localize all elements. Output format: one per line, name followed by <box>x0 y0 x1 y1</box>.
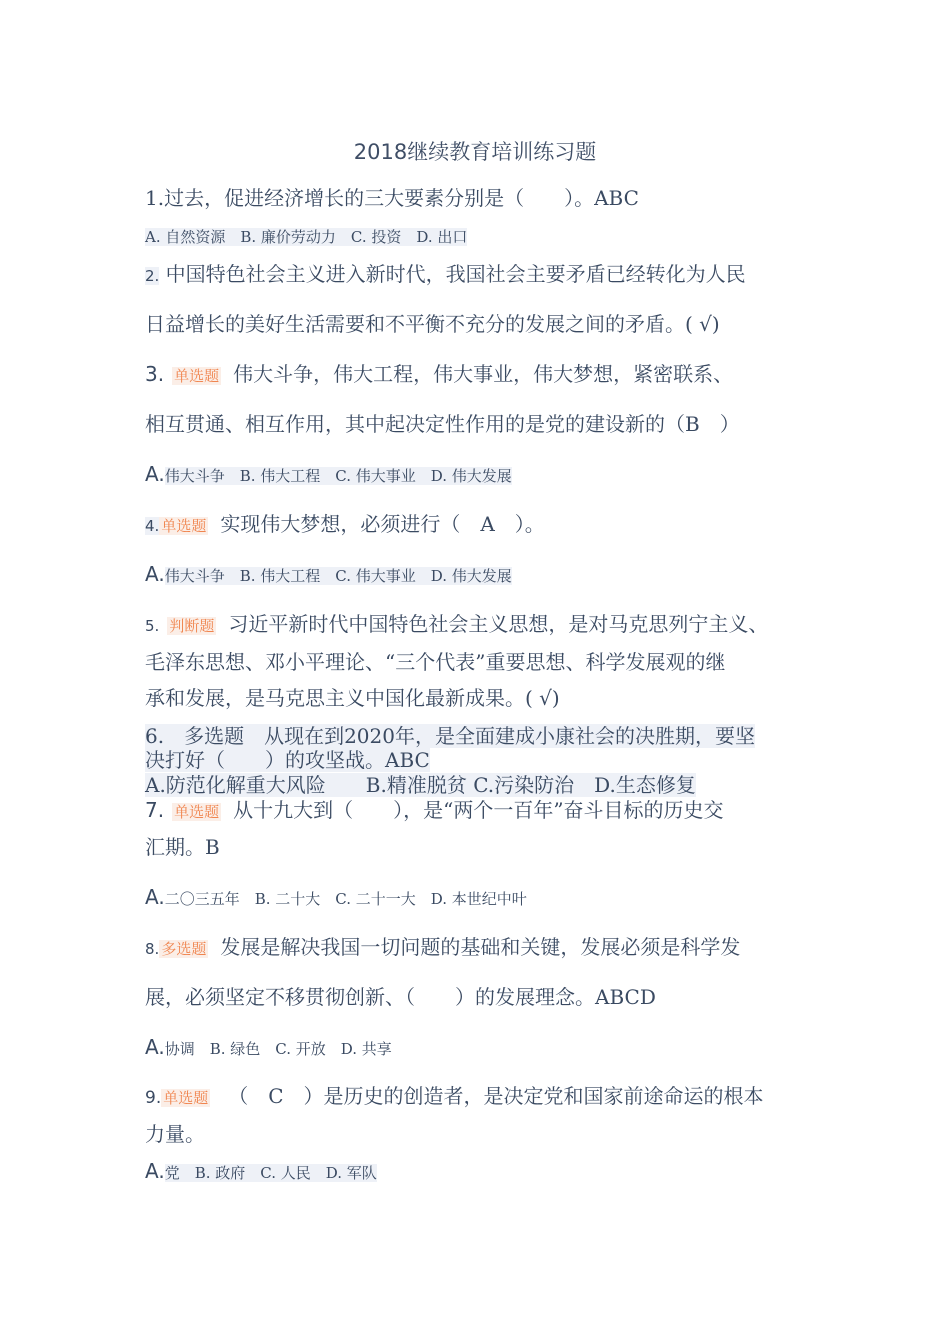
question-2-cont <box>145 312 825 336</box>
question-8-line-1: 发展是解决我国一切问题的基础和关键，发展必须是科学发 <box>220 935 741 959</box>
question-6-line-2: 决打好（ ）的攻坚战。ABC <box>145 748 430 772</box>
question-type-badge: 判断题 <box>169 617 215 635</box>
question-3-cont <box>145 412 825 436</box>
question-1-options-text: A. 自然资源 B. 廉价劳动力 C. 投资 D. 出口 <box>145 228 468 246</box>
question-1 <box>145 186 825 210</box>
question-8-options <box>145 1035 825 1059</box>
question-5-number: 5. <box>145 617 160 635</box>
question-2-line-1: 中国特色社会主义进入新时代，我国社会主要矛盾已经转化为人民 <box>159 262 746 286</box>
question-3 <box>145 362 825 388</box>
question-4-text: 实现伟大梦想，必须进行（ A ）。 <box>220 512 545 536</box>
question-type-badge: 单选题 <box>163 1089 209 1107</box>
question-4-options-text: 伟大斗争 B. 伟大工程 C. 伟大事业 D. 伟大发展 <box>164 567 512 585</box>
question-3-line-2: 相互贯通、相互作用，其中起决定性作用的是党的建设新的（B ） <box>145 412 740 436</box>
question-7-number: 7. <box>145 798 165 822</box>
question-6-options-text: A.防范化解重大风险 B.精准脱贫 C.污染防治 D.生态修复 <box>145 773 696 797</box>
question-7-line-2: 汇期。B <box>145 835 220 859</box>
question-8-options-text: 协调 B. 绿色 C. 开放 D. 共享 <box>164 1040 392 1058</box>
question-8-line-2: 展，必须坚定不移贯彻创新、（ ）的发展理念。ABCD <box>145 985 656 1009</box>
option-a-marker: A. <box>145 1159 165 1183</box>
question-9 <box>145 1084 825 1110</box>
question-9-options-text: 党 B. 政府 C. 人民 D. 军队 <box>164 1164 377 1182</box>
question-1-text: 1.过去，促进经济增长的三大要素分别是（ ）。ABC <box>145 186 639 210</box>
question-9-line-1: （ C ）是历史的创造者，是决定党和国家前途命运的根本 <box>228 1084 764 1108</box>
document-title: 2018继续教育培训练习题 <box>353 140 597 164</box>
question-type-badge: 单选题 <box>161 517 207 535</box>
question-5-cont-2 <box>145 686 825 710</box>
question-5-line-3: 承和发展，是马克思主义中国化最新成果。( √) <box>145 686 560 710</box>
option-a-marker: A. <box>145 462 165 486</box>
question-5-line-1: 习近平新时代中国特色社会主义思想，是对马克思列宁主义、 <box>228 612 769 636</box>
question-5-line-2: 毛泽东思想、邓小平理论、“三个代表”重要思想、科学发展观的继 <box>145 650 726 674</box>
question-4-options <box>145 562 825 586</box>
question-7-cont <box>145 835 825 859</box>
question-3-line-1: 伟大斗争，伟大工程，伟大事业，伟大梦想，紧密联系、 <box>233 362 734 386</box>
option-a-marker: A. <box>145 885 165 909</box>
question-8-number: 8. <box>145 940 160 958</box>
question-7-options-text: 二〇三五年 B. 二十大 C. 二十一大 D. 本世纪中叶 <box>164 890 527 908</box>
question-9-number: 9. <box>145 1088 162 1108</box>
question-2-line-2: 日益增长的美好生活需要和不平衡不充分的发展之间的矛盾。( √) <box>145 312 720 336</box>
question-5-cont-1 <box>145 650 825 674</box>
question-6-line-1: 6. 多选题 从现在到2020年，是全面建成小康社会的决胜期，要坚 <box>145 724 755 748</box>
question-9-line-2: 力量。 <box>145 1122 205 1146</box>
question-4 <box>145 512 825 538</box>
question-4-number: 4. <box>145 517 160 535</box>
question-type-badge: 单选题 <box>174 803 220 821</box>
question-6-options <box>145 773 825 797</box>
question-7 <box>145 798 825 824</box>
question-6-cont <box>145 748 825 772</box>
question-8-cont <box>145 985 825 1009</box>
question-3-options <box>145 462 825 486</box>
option-a-marker: A. <box>145 562 165 586</box>
question-type-badge: 多选题 <box>161 940 207 958</box>
question-2-number: 2. <box>145 267 160 285</box>
question-type-badge: 单选题 <box>174 367 220 385</box>
question-2 <box>145 262 825 286</box>
question-7-line-1: 从十九大到（ ），是“两个一百年”奋斗目标的历史交 <box>233 798 724 822</box>
option-a-marker: A. <box>145 1035 165 1059</box>
question-9-options <box>145 1159 825 1183</box>
question-6 <box>145 724 825 748</box>
question-7-options <box>145 885 825 909</box>
question-3-number: 3. <box>145 362 165 386</box>
question-3-options-text: 伟大斗争 B. 伟大工程 C. 伟大事业 D. 伟大发展 <box>164 467 512 485</box>
question-1-options <box>145 227 825 247</box>
question-8 <box>145 935 825 961</box>
question-9-cont <box>145 1122 825 1146</box>
question-5 <box>145 612 825 638</box>
